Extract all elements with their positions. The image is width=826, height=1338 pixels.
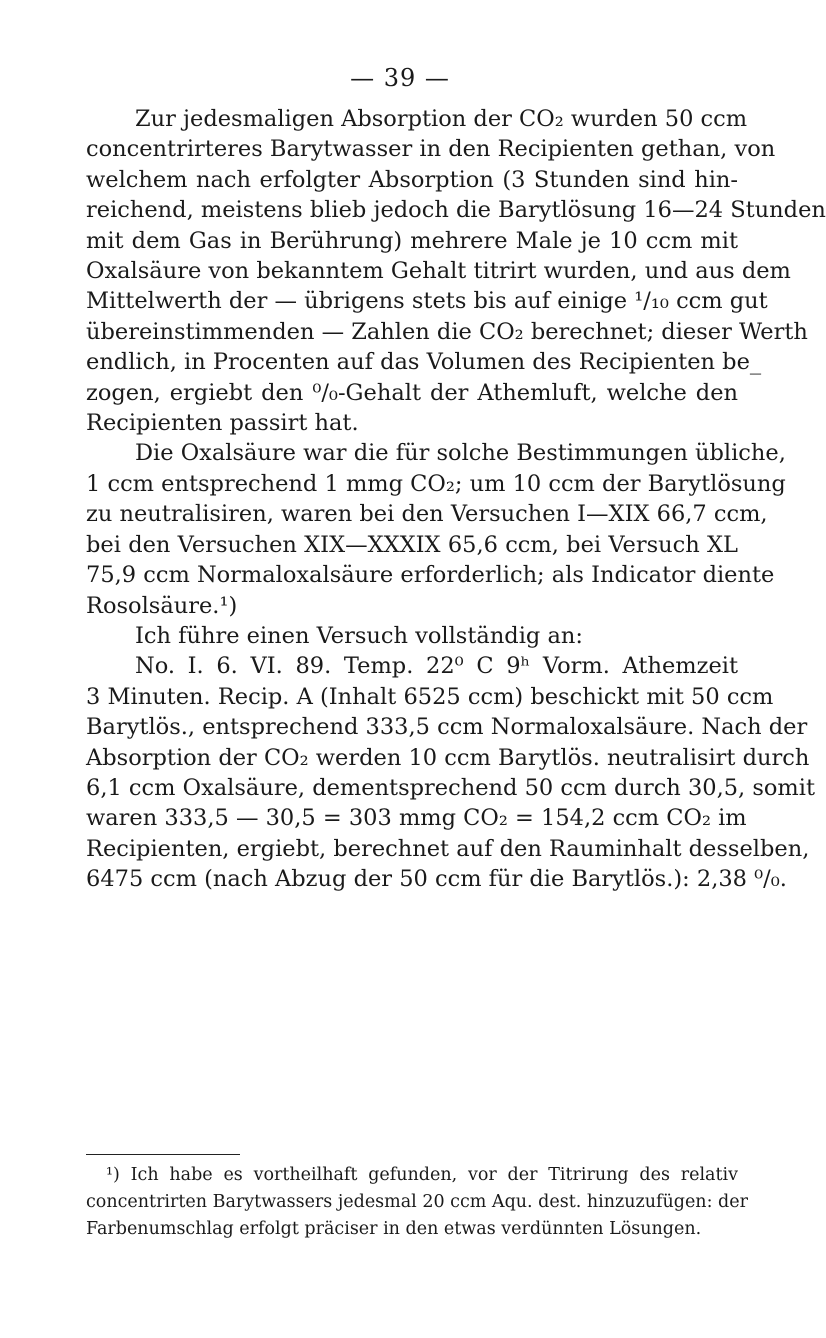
text-line: 6475 ccm (nach Abzug der 50 ccm für die Barytlös.): 2,38 ⁰/₀. — [86, 866, 787, 893]
footnote-line: concentrirten Barytwassers jedesmal 20 ccm Aqu. dest. hinzuzufügen: der — [86, 1192, 748, 1212]
text-line: 75,9 ccm Normaloxalsäure erforderlich; als Indicator diente — [86, 562, 775, 589]
text-line: welchem nach erfolgter Absorption (3 Stunden sind hin- — [86, 166, 738, 193]
text-line: Absorption der CO₂ werden 10 ccm Barytlös. neutralisirt durch — [86, 744, 810, 771]
text-line: Rosolsäure.¹) — [86, 592, 238, 619]
text-line: 1 ccm entsprechend 1 mmg CO₂; um 10 ccm der Barytlösung — [86, 470, 786, 497]
text-line: No. I. 6. VI. 89. Temp. 22⁰ C 9ʰ Vorm. Athemzeit — [135, 653, 738, 680]
footnote — [86, 1162, 748, 1243]
footnote-line: Farbenumschlag erfolgt präciser in den etwas verdünnten Lösungen. — [86, 1219, 702, 1239]
text-line: Recipienten passirt hat. — [86, 410, 359, 437]
text-line: reichend, meistens blieb jedoch die Barytlösung 16—24 Stunden — [86, 197, 826, 224]
text-line: Recipienten, ergiebt, berechnet auf den Rauminhalt desselben, — [86, 835, 810, 862]
footnote-line: ¹) Ich habe es vortheilhaft gefunden, vor der Titrirung des relativ — [106, 1165, 738, 1185]
text-line: zu neutralisiren, waren bei den Versuchen I—XIX 66,7 ccm, — [86, 501, 768, 528]
text-line: Barytlös., entsprechend 333,5 ccm Normaloxalsäure. Nach der — [86, 714, 808, 741]
footnote-divider — [86, 1154, 240, 1155]
text-line: übereinstimmenden — Zahlen die CO₂ berechnet; dieser Werth — [86, 318, 808, 345]
text-line: waren 333,5 — 30,5 = 303 mmg CO₂ = 154,2 ccm CO₂ im — [86, 805, 747, 832]
text-line: Zur jedesmaligen Absorption der CO₂ wurden 50 ccm — [135, 106, 748, 132]
text-line: endlich, in Procenten auf das Volumen des Recipienten be_ — [86, 349, 762, 376]
text-line: concentrirteres Barytwasser in den Recipienten gethan, von — [86, 136, 776, 163]
text-line: 6,1 ccm Oxalsäure, dementsprechend 50 ccm durch 30,5, somit — [86, 774, 816, 801]
text-line: Oxalsäure von bekanntem Gehalt titrirt wurden, und aus dem — [86, 258, 791, 285]
body-text — [86, 104, 826, 895]
text-line: Mittelwerth der — übrigens stets bis auf einige ¹/₁₀ ccm gut — [86, 288, 768, 315]
text-line: mit dem Gas in Berührung) mehrere Male je 10 ccm mit — [86, 227, 738, 254]
text-line: Ich führe einen Versuch vollständig an: — [135, 622, 583, 649]
text-line: Die Oxalsäure war die für solche Bestimmungen übliche, — [135, 440, 786, 467]
page-number: — 39 — — [350, 64, 450, 92]
text-line: bei den Versuchen XIX—XXXIX 65,6 ccm, bei Versuch XL — [86, 531, 738, 558]
text-line: 3 Minuten. Recip. A (Inhalt 6525 ccm) beschickt mit 50 ccm — [86, 683, 774, 710]
text-line: zogen, ergiebt den ⁰/₀-Gehalt der Athemluft, welche den — [86, 379, 738, 406]
